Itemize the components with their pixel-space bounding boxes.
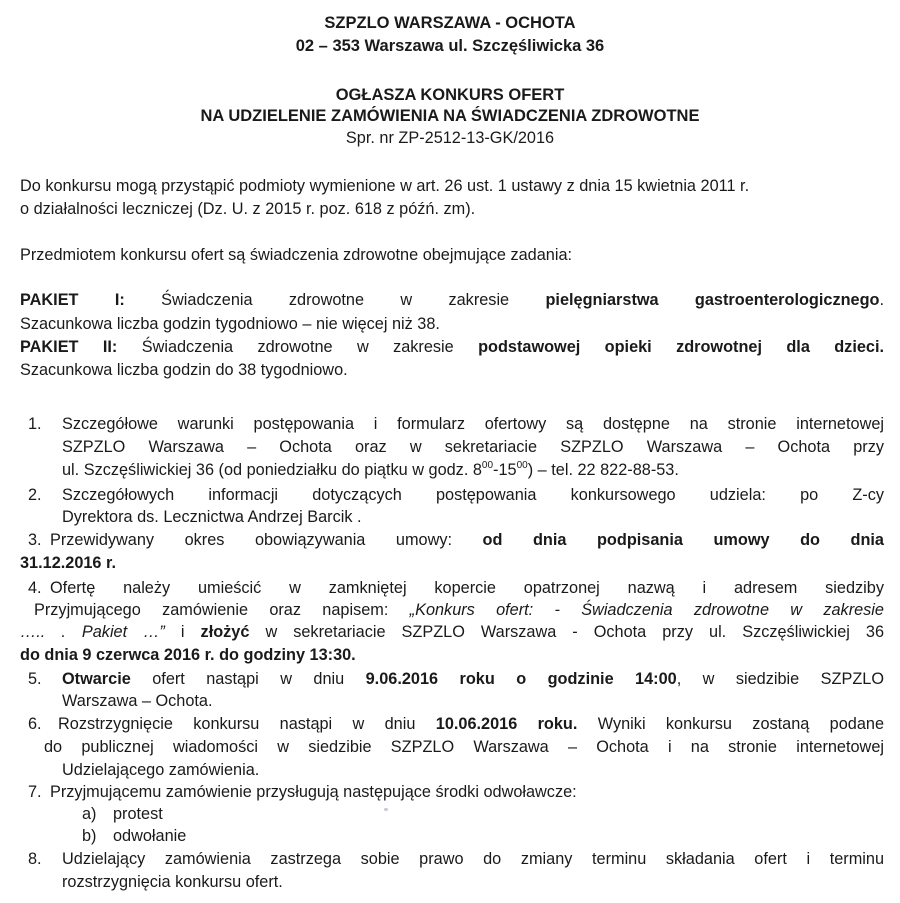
item-3-line-1 — [50, 530, 884, 550]
item-1-hours-end: -15 — [493, 461, 517, 479]
item-5-date: 9.06.2016 roku o godzinie 14:00 — [365, 670, 677, 688]
item-5-line-2: Warszawa – Ochota. — [62, 692, 213, 710]
pakiet-2-hours: Szacunkowa liczba godzin do 38 tygodniowo. — [20, 361, 348, 379]
item-4-number: 4. — [28, 579, 42, 597]
intro-line-1: Do konkursu mogą przystąpić podmioty wymienione w art. 26 ust. 1 ustawy z dnia 15 kwietnia 2011 r. — [20, 177, 750, 195]
case-reference: Spr. nr ZP-2512-13-GK/2016 — [345, 129, 555, 147]
subject-line: Przedmiotem konkursu ofert są świadczenia zdrowotne obejmujące zadania: — [20, 246, 573, 264]
item-6-results: Wyniki konkursu zostaną podane — [597, 715, 885, 733]
item-1-line-3 — [62, 460, 679, 480]
item-2-line-2: Dyrektora ds. Lecznictwa Andrzej Barcik . — [62, 508, 362, 526]
announcement-title: OGŁASZA KONKURS OFERT — [335, 86, 565, 104]
item-4-line-2 — [34, 600, 884, 620]
item-4-submit: złożyć — [200, 623, 250, 641]
item-1-number: 1. — [28, 415, 42, 433]
item-1-line-1: Szczegółowe warunki postępowania i formularz ofertowy są dostępne na stronie internetowej — [62, 415, 884, 433]
item-3-period: od dnia podpisania umowy do dnia — [482, 531, 884, 549]
pakiet-2-label: PAKIET II: — [20, 338, 118, 356]
item-1-hours-text: ul. Szczęśliwickiej 36 (od poniedziałku do piątku w godz. 8 — [62, 461, 482, 479]
item-1-hours-sup-1: 00 — [481, 459, 494, 471]
item-4-place: w sekretariacie SZPZLO Warszawa - Ochota przy ul. Szczęśliwickiej 36 — [265, 623, 885, 641]
item-5-place: , w siedzibie SZPZLO — [676, 670, 884, 688]
item-6-line-2: do publicznej wiadomości w siedzibie SZPZLO Warszawa – Ochota i na stronie internetowej — [44, 738, 884, 756]
item-4-and: i — [180, 623, 185, 641]
item-8-line-1: Udzielający zamówienia zastrzega sobie prawo do zmiany terminu składania ofert i terminu — [62, 850, 884, 868]
item-7-b-marker: b) — [82, 827, 97, 845]
item-4-envelope-title: „Konkurs ofert: - Świadczenia zdrowotne w zakresie — [409, 601, 884, 619]
item-7-number: 7. — [28, 783, 42, 801]
item-4-deadline: do dnia 9 czerwca 2016 r. do godziny 13:30. — [20, 646, 356, 664]
item-4-pakiet-placeholder: ….. . Pakiet …” — [20, 623, 165, 641]
item-1-phone: ) – tel. 22 822-88-53. — [527, 461, 679, 479]
item-5-opening: Otwarcie — [62, 670, 131, 688]
item-4-line-1: Ofertę należy umieścić w zamkniętej kopercie opatrzonej nazwą i adresem siedziby — [50, 579, 884, 597]
pakiet-1-scope: pielęgniarstwa gastroenterologicznego — [545, 291, 880, 309]
item-7-a-marker: a) — [82, 805, 97, 823]
item-6-line-3: Udzielającego zamówienia. — [62, 761, 260, 779]
pakiet-1-label: PAKIET I: — [20, 291, 125, 309]
item-1-hours-sup-2: 00 — [516, 459, 528, 471]
item-4-line-3 — [20, 622, 884, 642]
item-6-number: 6. — [28, 715, 42, 733]
item-6-date: 10.06.2016 roku. — [435, 715, 578, 733]
item-4-text: Przyjmującego zamówienie oraz napisem: — [34, 601, 389, 619]
item-7-b-appeal: odwołanie — [113, 827, 187, 845]
pakiet-2-text: Świadczenia zdrowotne w zakresie — [141, 338, 454, 356]
item-6-line-1 — [58, 714, 884, 734]
announcement-subtitle: NA UDZIELENIE ZAMÓWIENIA NA ŚWIADCZENIA ZDROWOTNE — [200, 107, 700, 125]
pakiet-1-hours: Szacunkowa liczba godzin tygodniowo – nie więcej niż 38. — [20, 315, 440, 333]
item-5-text: ofert nastąpi w dniu — [152, 670, 345, 688]
item-2-line-1: Szczegółowych informacji dotyczących postępowania konkursowego udziela: po Z-cy — [62, 486, 884, 504]
item-8-line-2: rozstrzygnięcia konkursu ofert. — [62, 873, 283, 891]
item-3-number: 3. — [28, 531, 42, 549]
org-address: 02 – 353 Warszawa ul. Szczęśliwicka 36 — [295, 37, 605, 55]
item-1-line-2: SZPZLO Warszawa – Ochota oraz w sekretariacie SZPZLO Warszawa – Ochota przy — [62, 438, 884, 456]
item-7-text: Przyjmującemu zamówienie przysługują następujące środki odwoławcze: — [50, 783, 577, 801]
item-8-number: 8. — [28, 850, 42, 868]
item-3-end-date: 31.12.2016 r. — [20, 554, 116, 572]
pakiet-1-text: Świadczenia zdrowotne w zakresie — [161, 291, 510, 309]
item-6-text: Rozstrzygnięcie konkursu nastąpi w dniu — [58, 715, 416, 733]
item-7-a-protest: protest — [113, 805, 163, 823]
org-name: SZPZLO WARSZAWA - OCHOTA — [324, 14, 576, 32]
item-5-line-1 — [62, 669, 884, 689]
scan-speck — [384, 808, 388, 811]
item-3-text: Przewidywany okres obowiązywania umowy: — [50, 531, 452, 549]
pakiet-2-scope: podstawowej opieki zdrowotnej dla dzieci. — [478, 338, 884, 356]
pakiet-2 — [20, 337, 884, 357]
pakiet-1: PAKIET I: Świadczenia zdrowotne w zakresie pielęgniarstwa gastroenterologicznego. — [20, 291, 885, 309]
intro-line-2: o działalności leczniczej (Dz. U. z 2015 r. poz. 618 z późń. zm). — [20, 200, 476, 218]
item-2-number: 2. — [28, 486, 42, 504]
item-5-number: 5. — [28, 670, 42, 688]
